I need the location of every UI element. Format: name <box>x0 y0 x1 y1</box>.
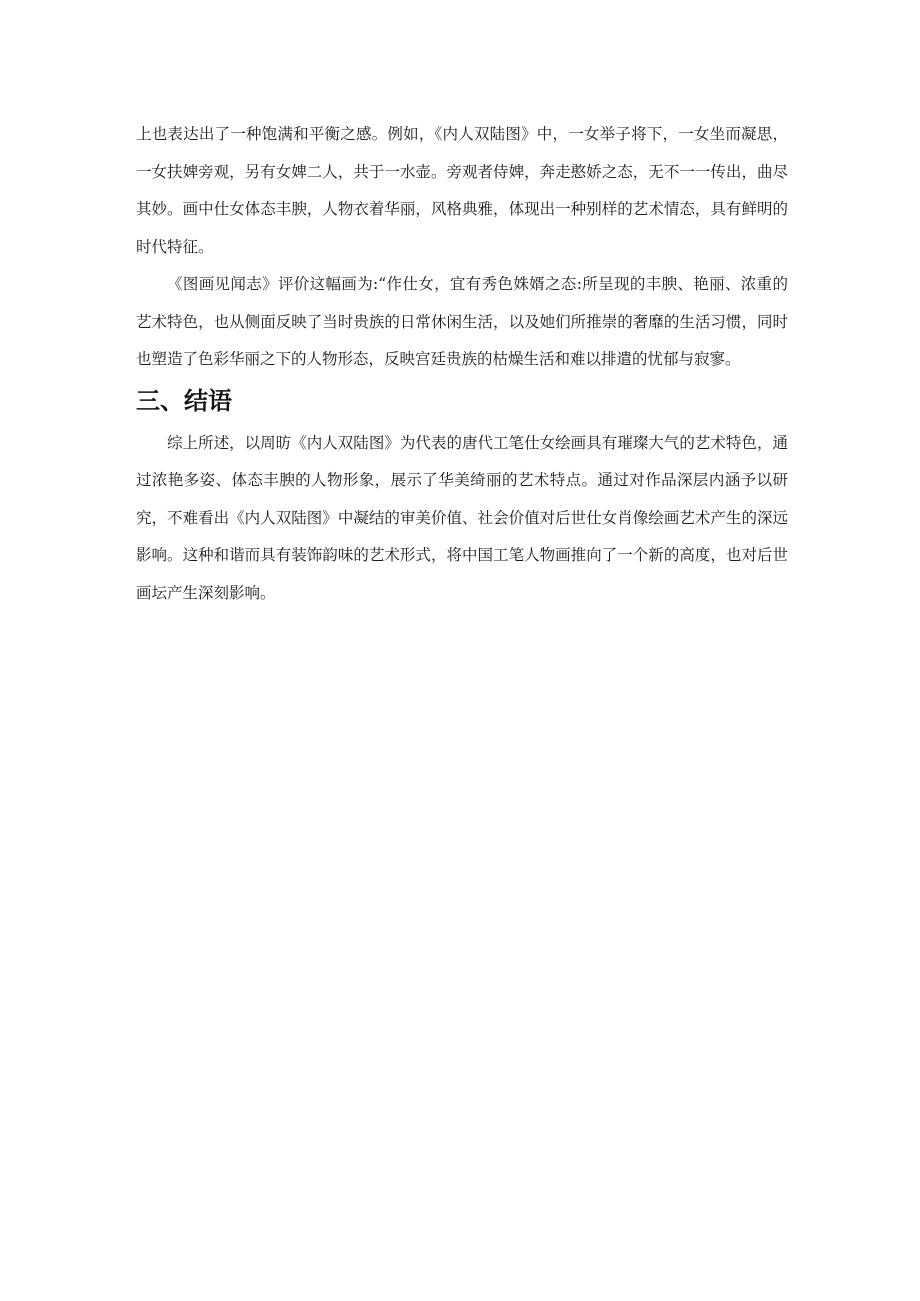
section-heading-conclusion: 三、结语 <box>136 386 232 415</box>
body-paragraph-evaluation: 《图画见闻志》评价这幅画为:“作仕女，宜有秀色姝婿之态:所呈现的丰腴、艳丽、浓重的艺术特色，也从侧面反映了当时贵族的日常休闲生活，以及她们所推崇的奢靡的生活习惯，同时也塑造了色彩华丽之下的人物形态，反映宫廷贵族的枯燥生活和难以排遣的忧郁与寂寥。 <box>136 275 788 368</box>
body-paragraph-conclusion: 综上所述，以周昉《内人双陆图》为代表的唐代工笔仕女绘画具有璀璨大气的艺术特色，通过浓艳多姿、体态丰腴的人物形象，展示了华美绮丽的艺术特点。通过对作品深层内涵予以研究，不难看出《内人双陆图》中凝结的审美价值、社会价值对后世仕女肖像绘画艺术产生的深远影响。这种和谐而具有装饰韵味的艺术形式，将中国工笔人物画推向了一个新的高度，也对后世画坛产生深刻影响。 <box>136 433 788 602</box>
document-page <box>136 116 788 612</box>
body-paragraph-continued: 上也表达出了一种饱满和平衡之感。例如，《内人双陆图》中，一女举子将下，一女坐而凝思，一女扶婢旁观，另有女婢二人，共于一水壶。旁观者侍婢，奔走憨娇之态，无不一一传出，曲尽其妙。画中仕女体态丰腴，人物衣着华丽，风格典雅，体现出一种别样的艺术情态，具有鲜明的时代特征。 <box>136 125 788 256</box>
